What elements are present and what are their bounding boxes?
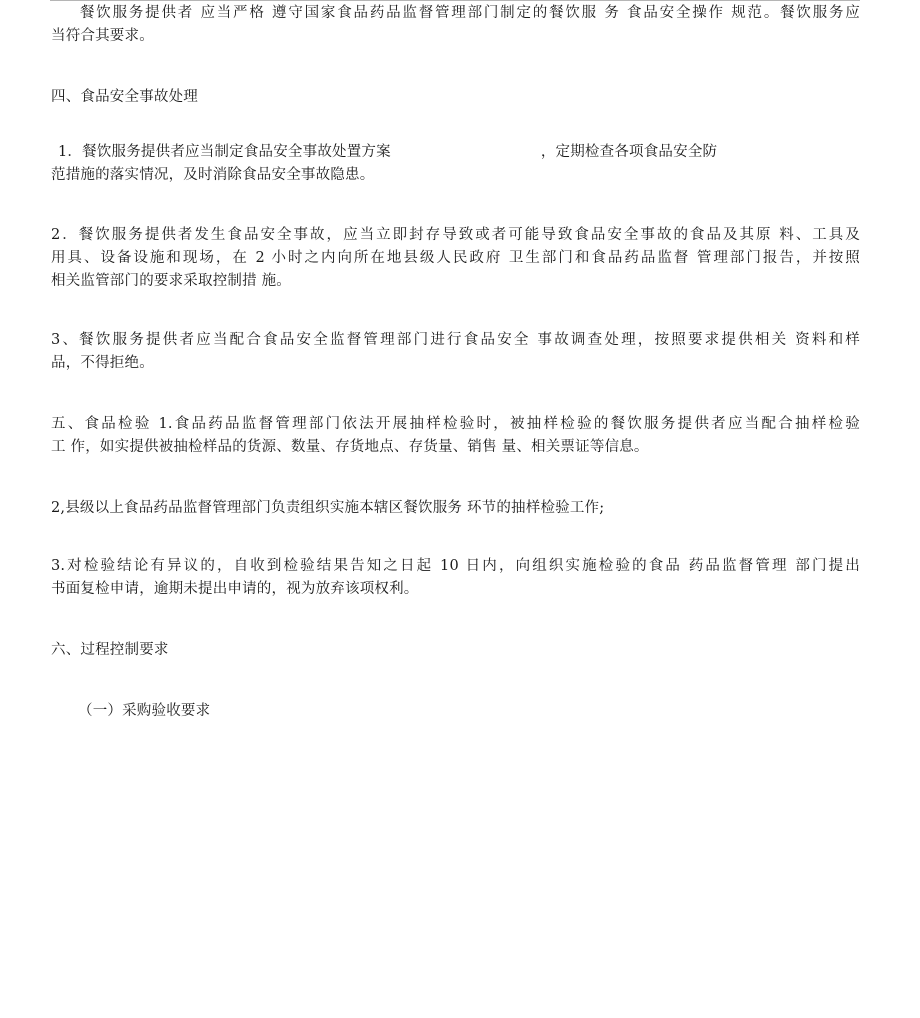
section-6-heading: 六、过程控制要求 — [51, 642, 169, 658]
section-4-item-1-line-1b: ，定期检查各项食品安全防 — [540, 144, 718, 160]
section-5-paragraph-2-line-1: 2,县级以上食品药品监督管理部门负责组织实施本辖区餐饮服务 环节的抽样检验工作; — [51, 500, 605, 516]
section-4-item-2-line-1: 2．餐饮服务提供者发生食品安全事故，应当立即封存导致或者可能导致食品安全事故的食品及其原 料、工具及 — [51, 227, 860, 243]
section-4-item-1 — [51, 141, 860, 187]
section-4-item-1-line-1 — [51, 141, 860, 164]
section-5-paragraph-3-line-2: 书面复检申请，逾期未提出申请的，视为放弃该项权利。 — [51, 581, 419, 597]
section-4-heading: 四、食品安全事故处理 — [51, 89, 198, 105]
section-4-item-1-line-1a: 1．餐饮服务提供者应当制定食品安全事故处置方案 — [58, 144, 391, 160]
section-6-subheading: （一）采购验收要求 — [78, 703, 211, 719]
top-divider — [50, 0, 860, 1]
section-4-item-3-line-1: 3、餐饮服务提供者应当配合食品安全监督管理部门进行食品安全 事故调查处理，按照要求提供相关 资料和样 — [51, 332, 860, 348]
section-5-paragraph-3 — [51, 555, 860, 601]
section-5-paragraph-3-line-1: 3.对检验结论有异议的，自收到检验结果告知之日起 10 日内，向组织实施检验的食品 药品监督管理 部门提出 — [51, 558, 860, 574]
section-4-item-1-line-2: 范措施的落实情况，及时消除食品安全事故隐患。 — [51, 167, 375, 183]
section-4-item-2-line-2: 用具、设备设施和现场，在 2 小时之内向所在地县级人民政府 卫生部门和食品药品监督 管理部门报告，并按照 — [51, 250, 860, 266]
section-4-item-2-line-3: 相关监管部门的要求采取控制措 施。 — [51, 273, 292, 289]
section-5-paragraph-1-line-1: 五、食品检验 1.食品药品监督管理部门依法开展抽样检验时，被抽样检验的餐饮服务提供者应当配合抽样检验 — [51, 416, 860, 432]
section-5-paragraph-2 — [51, 497, 860, 520]
section-4-item-3-line-2: 品，不得拒绝。 — [51, 355, 154, 371]
section-5-paragraph-1-line-2: 工 作，如实提供被抽检样品的货源、数量、存货地点、存货量、销售 量、相关票证等信息。 — [51, 439, 649, 455]
intro-paragraph — [51, 2, 860, 48]
intro-line-2: 当符合其要求。 — [51, 28, 154, 44]
intro-line-1: 餐饮服务提供者 应当严格 遵守国家食品药品监督管理部门制定的餐饮服 务 食品安全操作 规范。餐饮服务应 — [80, 5, 860, 21]
section-5-paragraph-1 — [51, 413, 860, 459]
section-4-item-3 — [51, 329, 860, 375]
section-4-item-2 — [51, 224, 860, 293]
